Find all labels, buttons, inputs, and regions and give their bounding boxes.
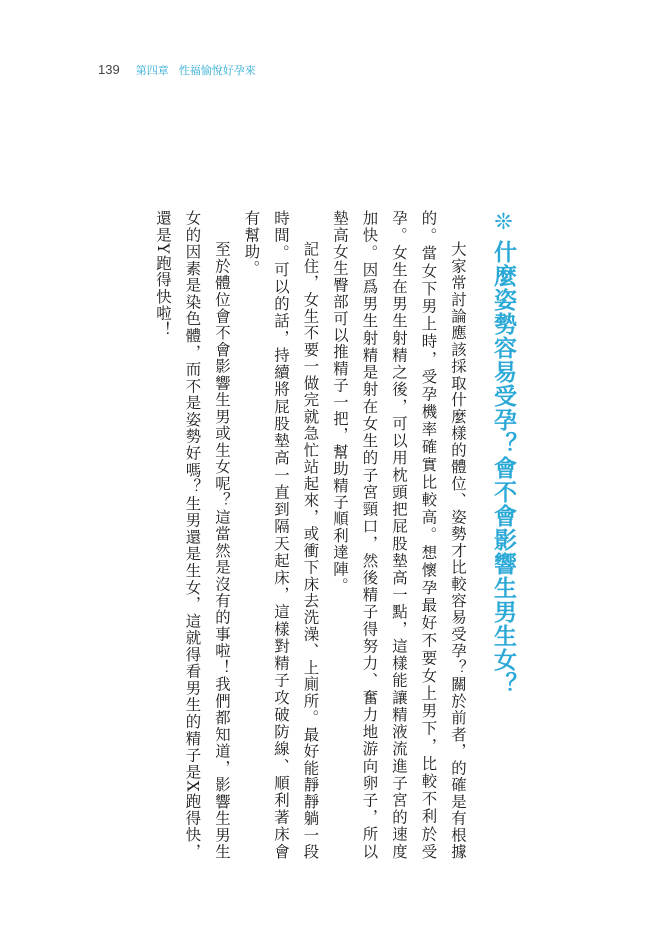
paragraph-2: 記住，女生不要一做完就急忙站起來，或衝下床去洗澡、上廁所。最好能靜靜躺一段時間。可以的話，持續將屁股墊高一直到隔天起床，這樣對精子攻破防線、順利著床會有幫助。	[242, 210, 320, 860]
paragraph-3: 至於體位會不會影響生男或生女呢？這當然是沒有的事啦！我們都知道，影響生男生女的因素是染色體，而不是姿勢好嗎？生男還是生女，這就得看男生的精子是X跑得快，還是Y跑得快啦！	[154, 210, 231, 860]
chapter-label: 第四章	[135, 64, 169, 77]
section-heading	[486, 210, 520, 860]
section-heading-text: 什麼姿勢容易受孕？會不會影響生男生女？	[490, 240, 516, 696]
chapter-title: 性福愉悅好孕來	[178, 64, 256, 77]
page-number: 139	[98, 62, 120, 77]
running-header	[98, 62, 256, 78]
body-text	[148, 210, 473, 860]
paragraph-1: 大家常討論應該採取什麼樣的體位、姿勢才比較容易受孕？關於前者，的確是有根據的。當女下男上時，受孕機率確實比較高。想懷孕最好不要女上男下，比較不利於受孕。女生在男生射精之後，可以用枕頭把屁股墊高一點，這樣能讓精液流進子宮的速度加快。因爲男生射精是射在女生的子宮頸口，然後精子得努力、奮力地游向卵子，所以墊高女生臀部可以推精子一把，幫助精子順利達陣。	[331, 210, 467, 860]
snowflake-icon: ❊	[491, 210, 516, 236]
vertical-text-block	[154, 210, 520, 860]
